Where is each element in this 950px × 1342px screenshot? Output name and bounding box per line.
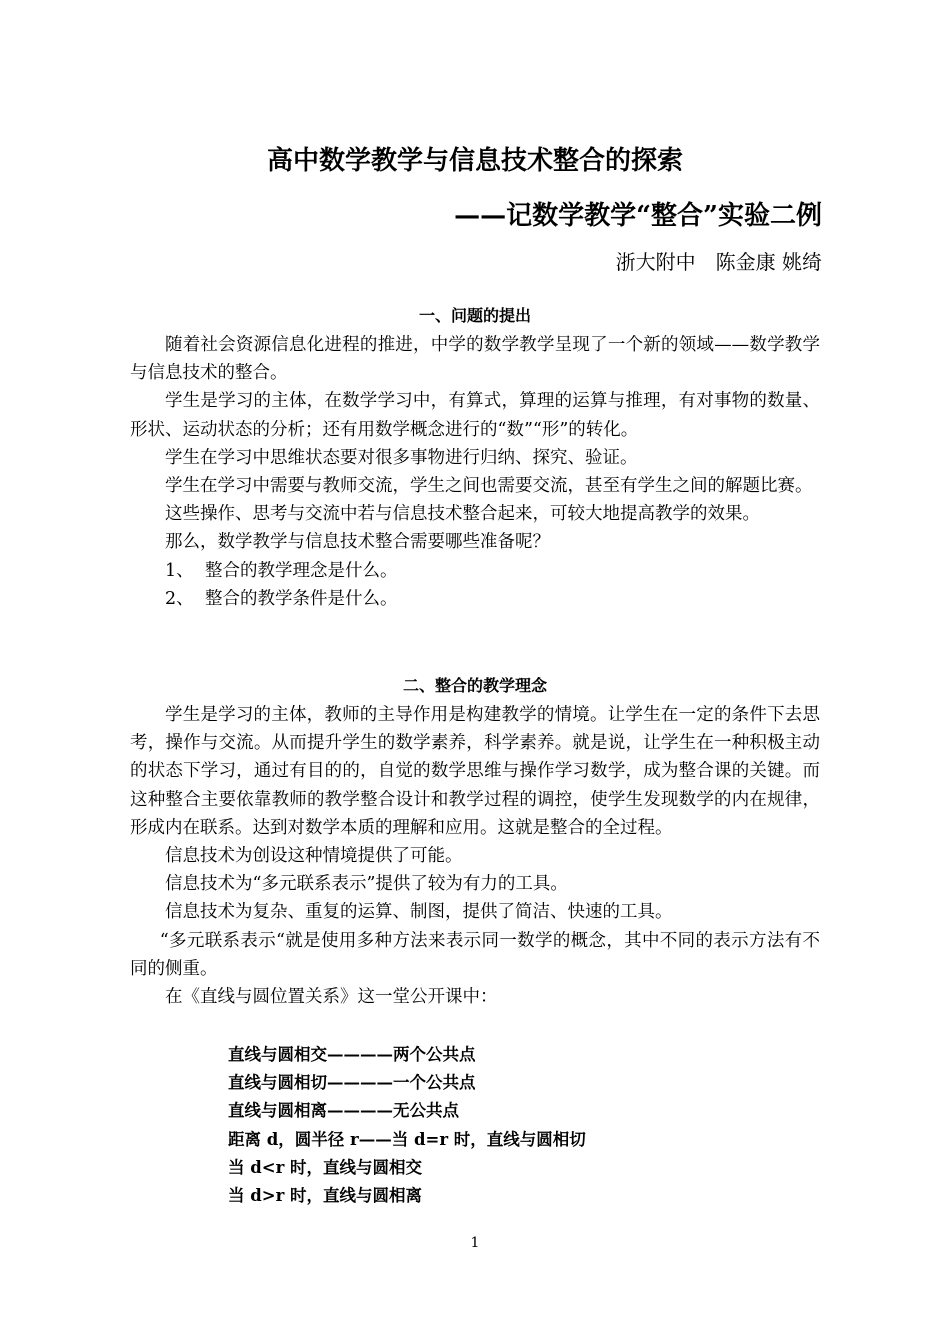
paragraph: 在《直线与圆位置关系》这一堂公开课中： (165, 987, 498, 1008)
relation-line: 直线与圆相交————两个公共点 (228, 1045, 476, 1064)
list-text: 整合的教学理念是什么。 (205, 560, 398, 581)
paragraph: 随着社会资源信息化进程的推进，中学的数学教学呈现了一个新的领域——数学教学与信息技术的整合。 (130, 335, 820, 384)
author-line: 浙大附中 陈金康 姚绮 (615, 250, 822, 274)
section-1-heading: 一、问题的提出 (418, 306, 531, 325)
relation-line: 距离 d，圆半径 r——当 d=r 时，直线与圆相切 (228, 1129, 586, 1149)
paragraph: 学生在学习中思维状态要对很多事物进行归纳、探究、验证。 (165, 447, 638, 468)
section-2-heading: 二、整合的教学理念 (402, 676, 547, 695)
paragraph: 学生在学习中需要与教师交流，学生之间也需要交流，甚至有学生之间的解题比赛。 (165, 476, 813, 497)
list-number: 1、 (165, 560, 194, 581)
list-item (130, 557, 820, 585)
list-text: 整合的教学条件是什么。 (205, 588, 398, 609)
section-1-body (130, 331, 820, 613)
list-item (130, 585, 820, 613)
paragraph: 学生是学习的主体，教师的主导作用是构建教学的情境。让学生在一定的条件下去思考，操作与交流。从而提升学生的数学素养，科学素养。就是说，让学生在一种积极主动的状态下学习，通过有目的的，自觉的数学思维与操作学习数学，成为整合课的关键。而这种整合主要依靠教师的教学整合设计和教学过程的调控，使学生发现数学的内在规律，形成内在联系。达到对数学本质的理解和应用。这就是整合的全过程。 (130, 705, 820, 838)
paragraph: 那么，数学教学与信息技术整合需要哪些准备呢？ (165, 532, 550, 553)
document-subtitle: ——记数学教学“整合”实验二例 (454, 201, 822, 231)
page-number: 1 (470, 1235, 480, 1251)
paragraph: 信息技术为“多元联系表示”提供了较为有力的工具。 (165, 874, 568, 895)
paragraph: 信息技术为创设这种情境提供了可能。 (165, 846, 463, 867)
paragraph: 学生是学习的主体，在数学学习中，有算式，算理的运算与推理，有对事物的数量、形状、运动状态的分析；还有用数学概念进行的“数”“形”的转化。 (130, 391, 820, 440)
paragraph: “多元联系表示“就是使用多种方法来表示同一数学的概念，其中不同的表示方法有不同的侧重。 (130, 930, 820, 979)
relation-line: 直线与圆相离————无公共点 (228, 1101, 459, 1121)
list-number: 2、 (165, 588, 194, 609)
paragraph: 这些操作、思考与交流中若与信息技术整合起来，可较大地提高教学的效果。 (165, 504, 760, 525)
circle-line-relations (228, 1041, 586, 1210)
relation-line: 当 d<r 时，直线与圆相交 (228, 1157, 423, 1177)
document-title: 高中数学教学与信息技术整合的探索 (266, 146, 683, 176)
paragraph: 信息技术为复杂、重复的运算、制图，提供了简洁、快速的工具。 (165, 902, 673, 923)
section-2-body (130, 701, 820, 1011)
relation-line: 直线与圆相切————一个公共点 (228, 1073, 476, 1093)
relation-line: 当 d>r 时，直线与圆相离 (228, 1186, 423, 1206)
